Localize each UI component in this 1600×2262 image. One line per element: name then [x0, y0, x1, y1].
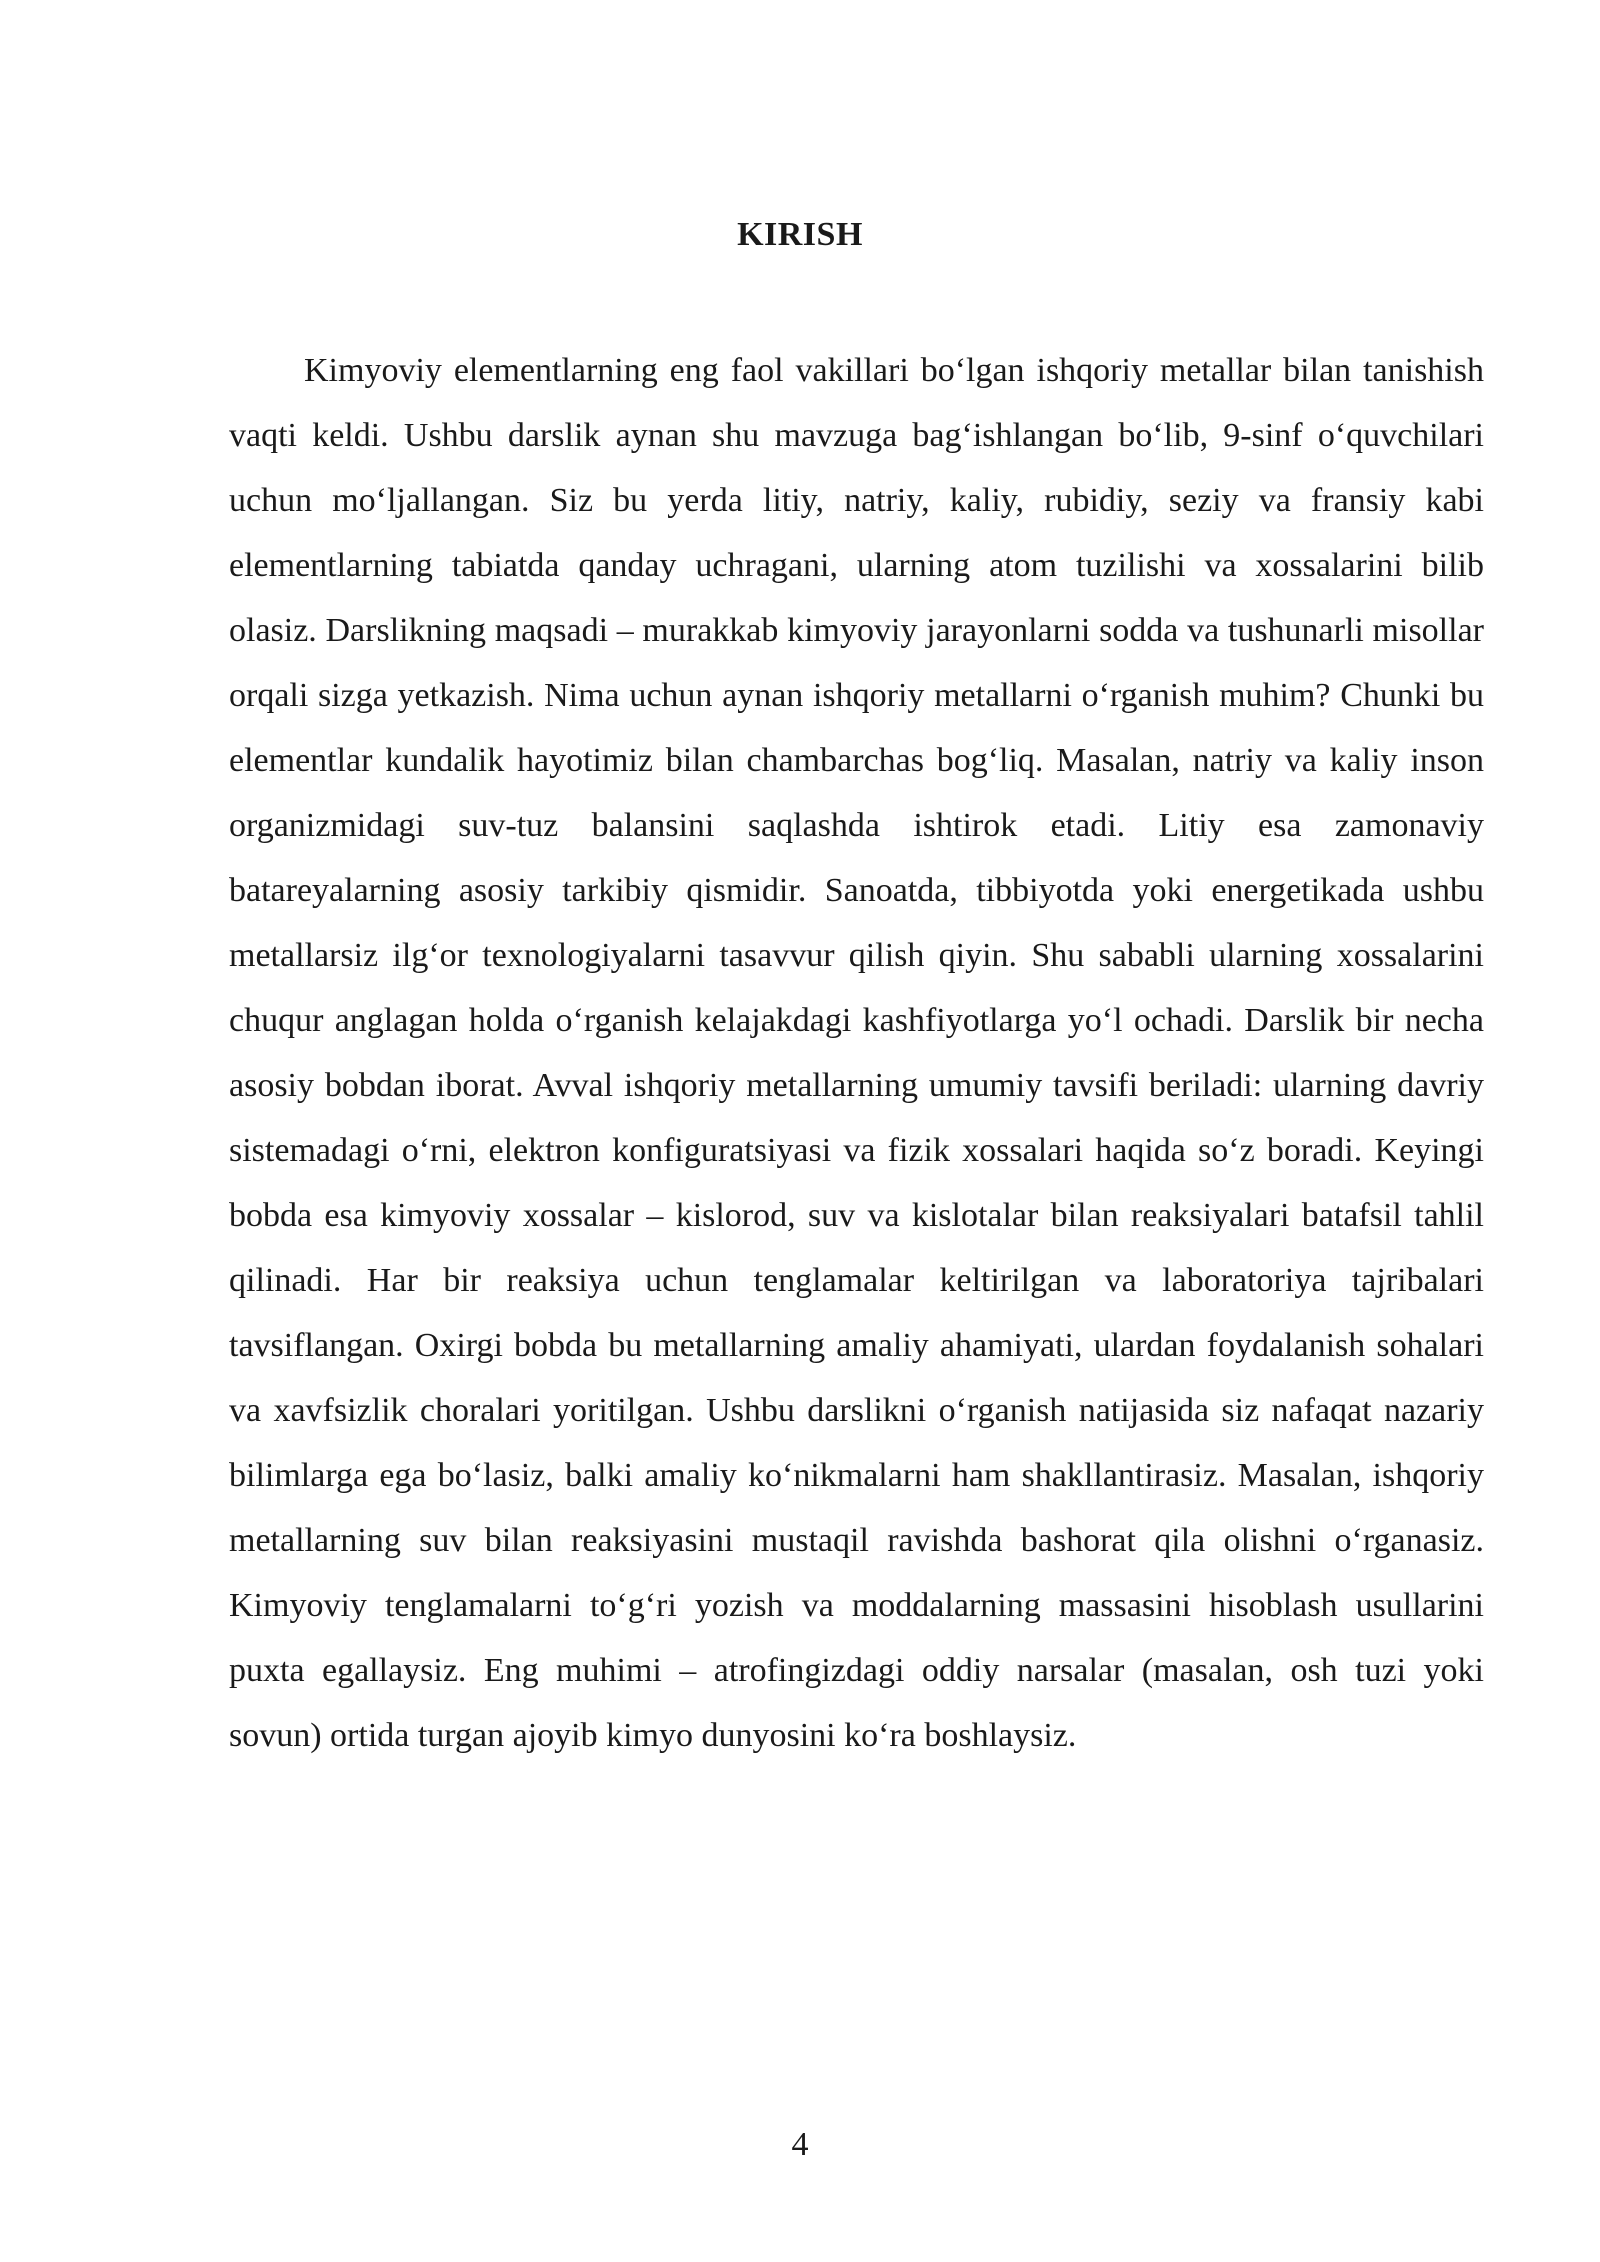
intro-paragraph: Kimyoviy elementlarning eng faol vakillari bo‘lgan ishqoriy metallar bilan tanishish vaqti keldi. Ushbu darslik aynan shu mavzuga bag‘ishlangan bo‘lib, 9-sinf o‘quvchilari uchun mo‘ljallangan. Siz bu yerda litiy, natriy, kaliy, rubidiy, seziy va fransiy kabi elementlarning tabiatda qanday uchragani, ularning atom tuzilishi va xossalarini bilib olasiz. Darslikning maqsadi – murakkab kimyoviy jarayonlarni sodda va tushunarli misollar orqali sizga yetkazish. Nima uchun aynan ishqoriy metallarni o‘rganish muhim? Chunki bu elementlar kundalik hayotimiz bilan chambarchas bog‘liq. Masalan, natriy va kaliy inson organizmidagi suv-tuz balansini saqlashda ishtirok etadi. Litiy esa zamonaviy batareyalarning asosiy tarkibiy qismidir. Sanoatda, tibbiyotda yoki energetikada ushbu metallarsiz ilg‘or texnologiyalarni tasavvur qilish qiyin. Shu sababli ularning xossalarini chuqur anglagan holda o‘rganish kelajakdagi kashfiyotlarga yo‘l ochadi. Darslik bir necha asosiy bobdan iborat. Avval ishqoriy metallarning umumiy tavsifi beriladi: ularning davriy sistemadagi o‘rni, elektron konfiguratsiyasi va fizik xossalari haqida so‘z boradi. Keyingi bobda esa kimyoviy xossalar – kislorod, suv va kislotalar bilan reaksiyalari batafsil tahlil qilinadi. Har bir reaksiya uchun tenglamalar keltirilgan va laboratoriya tajribalari tavsiflangan. Oxirgi bobda bu metallarning amaliy ahamiyati, ulardan foydalanish sohalari va xavfsizlik choralari yoritilgan. Ushbu darslikni o‘rganish natijasida siz nafaqat nazariy bilimlarga ega bo‘lasiz, balki amaliy ko‘nikmalarni ham shakllantirasiz. Masalan, ishqoriy metallarning suv bilan reaksiyasini mustaqil ravishda bashorat qila olishni o‘rganasiz. Kimyoviy tenglamalarni to‘g‘ri yozish va moddalarning massasini hisoblash usullarini puxta egallaysiz. Eng muhimi – atrofingizdagi oddiy narsalar (masalan, osh tuzi yoki sovun) ortida turgan ajoyib kimyo dunyosini ko‘ra boshlaysiz. — [229, 352, 1484, 1754]
page-number: 4 — [791, 2126, 809, 2163]
section-heading: KIRISH — [737, 216, 863, 253]
